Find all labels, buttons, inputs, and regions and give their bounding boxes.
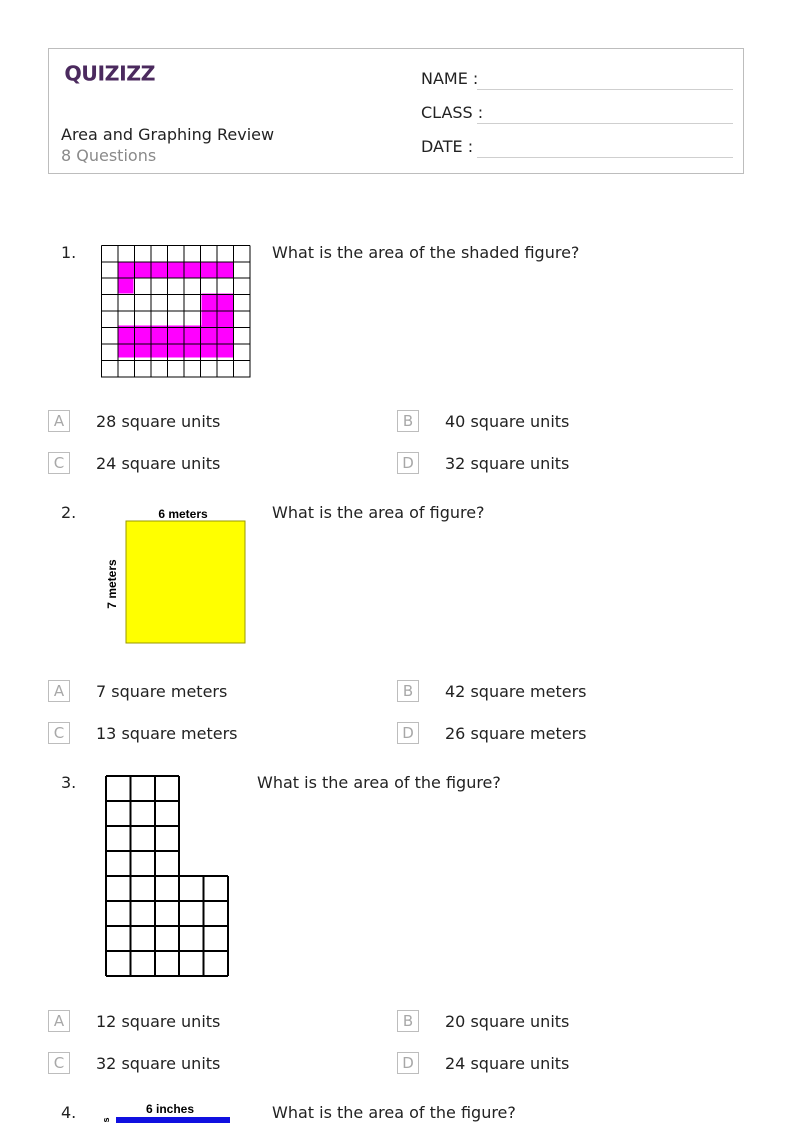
question-text: What is the area of the figure? <box>272 1103 516 1122</box>
option-d-box[interactable]: D <box>397 1052 419 1074</box>
blue-rectangle <box>116 1117 230 1123</box>
l-shape-grid-figure <box>105 775 230 977</box>
date-field[interactable] <box>477 157 733 158</box>
option-c-box[interactable]: C <box>48 722 70 744</box>
option-b-text[interactable]: 42 square meters <box>445 682 587 701</box>
class-label: CLASS : <box>421 103 484 122</box>
option-a-text[interactable]: 7 square meters <box>96 682 228 701</box>
worksheet-title: Area and Graphing Review <box>61 125 275 144</box>
option-c-text[interactable]: 32 square units <box>96 1054 221 1073</box>
option-d-text[interactable]: 24 square units <box>445 1054 570 1073</box>
top-dimension-label: 6 inches <box>145 1102 195 1116</box>
side-dimension-label: 7 meters <box>105 559 119 609</box>
option-d-box[interactable]: D <box>397 722 419 744</box>
top-dimension-label: 6 meters <box>158 507 208 521</box>
question-number: 4. <box>61 1103 77 1122</box>
name-label: NAME : <box>421 69 479 88</box>
option-b-box[interactable]: B <box>397 680 419 702</box>
option-a-box[interactable]: A <box>48 1010 70 1032</box>
option-b-box[interactable]: B <box>397 1010 419 1032</box>
blue-rectangle-figure <box>100 1101 235 1123</box>
option-b-text[interactable]: 20 square units <box>445 1012 570 1031</box>
option-c-text[interactable]: 13 square meters <box>96 724 238 743</box>
date-label: DATE : <box>421 137 474 156</box>
option-c-text[interactable]: 24 square units <box>96 454 221 473</box>
option-b-box[interactable]: B <box>397 410 419 432</box>
name-field[interactable] <box>477 89 733 90</box>
worksheet-header <box>48 48 744 174</box>
question-text: What is the area of the shaded figure? <box>272 243 580 262</box>
class-field[interactable] <box>477 123 733 124</box>
question-text: What is the area of the figure? <box>257 773 501 792</box>
question-number: 1. <box>61 243 77 262</box>
question-number: 2. <box>61 503 77 522</box>
yellow-rectangle <box>126 521 245 643</box>
rectangle-figure <box>100 504 250 646</box>
option-c-box[interactable]: C <box>48 1052 70 1074</box>
side-dimension-label: s <box>101 1117 111 1123</box>
question-text: What is the area of figure? <box>272 503 485 522</box>
option-d-text[interactable]: 26 square meters <box>445 724 587 743</box>
option-d-text[interactable]: 32 square units <box>445 454 570 473</box>
option-c-box[interactable]: C <box>48 452 70 474</box>
option-d-box[interactable]: D <box>397 452 419 474</box>
logo-text: QUIZIZZ <box>64 61 156 86</box>
option-a-box[interactable]: A <box>48 410 70 432</box>
question-count: 8 Questions <box>61 146 157 165</box>
quizizz-logo <box>61 59 161 87</box>
option-b-text[interactable]: 40 square units <box>445 412 570 431</box>
shaded-grid-figure <box>101 245 251 378</box>
option-a-text[interactable]: 28 square units <box>96 412 221 431</box>
option-a-box[interactable]: A <box>48 680 70 702</box>
question-number: 3. <box>61 773 77 792</box>
option-a-text[interactable]: 12 square units <box>96 1012 221 1031</box>
